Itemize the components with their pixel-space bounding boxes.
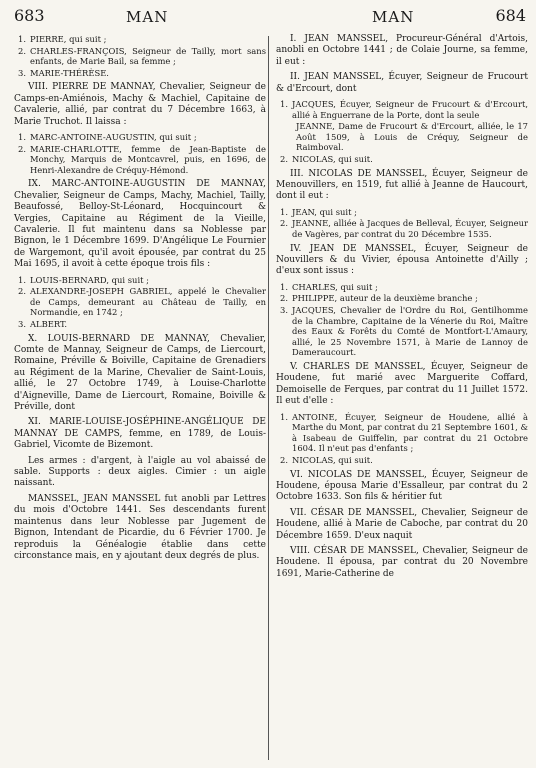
- item-text: JEANNE, alliée à Jacques de Belleval, Écuyer, Seigneur de Vagères, par contrat du 20 Décembre 1535.: [292, 218, 528, 239]
- list-item: [14, 132, 266, 143]
- children-list: [14, 275, 266, 330]
- item-number: 2.: [18, 286, 26, 297]
- item-text: JEANNE, Dame de Frucourt & d'Ercourt, alliée, le 17 Août 1509, à Louis de Créquy, Seigneur de Raimboval.: [296, 121, 528, 153]
- left-page-number: 683: [14, 6, 45, 25]
- entry-paragraph: V. CHARLES DE MANSSEL, Écuyer, Seigneur de Houdene, fut marié avec Marguerite Coffard, Demoiselle de Ferques, par contrat du 11 Juillet 1572. Il eut d'elle :: [276, 361, 528, 407]
- list-item: [276, 412, 528, 454]
- item-number: 1.: [280, 206, 288, 217]
- item-number: 2.: [280, 218, 288, 229]
- item-text: JEAN, qui suit ;: [292, 206, 357, 217]
- item-number: 2.: [280, 293, 288, 304]
- item-number: 2.: [280, 454, 288, 465]
- entry-paragraph: I. JEAN MANSSEL, Procureur-Général d'Artois, anobli en Octobre 1441 ; de Colaie Journe, sa femme, il eut :: [276, 34, 528, 67]
- list-item: [14, 275, 266, 286]
- entry-paragraph: VI. NICOLAS DE MANSSEL, Écuyer, Seigneur de Houdene, épousa Marie d'Essalleur, par contrat du 2 Octobre 1633. Son fils & héritier fut: [276, 469, 528, 503]
- item-number: 3.: [18, 319, 26, 329]
- entry-paragraph: XI. MARIE-LOUISE-JOSÉPHINE-ANGÉLIQUE DE MANNAY DE CAMPS, femme, en 1789, de Louis-Gabriel, Vicomte de Bizemont.: [14, 417, 266, 451]
- list-item: [276, 218, 528, 239]
- item-text: MARIE-CHARLOTTE, femme de Jean-Baptiste de Monchy, Marquis de Montcavrel, puis, en 1696, de Henri-Alexandre de Créquy-Hémond.: [30, 143, 266, 175]
- children-list: [276, 412, 528, 466]
- item-number: 1.: [280, 411, 288, 422]
- item-number: 1.: [18, 274, 26, 285]
- item-number: 3.: [18, 67, 26, 78]
- children-list: [14, 132, 266, 175]
- left-running-head: MAN: [126, 8, 169, 26]
- entry-paragraph: VIII. PIERRE DE MANNAY, Chevalier, Seigneur de Camps-en-Amiénois, Machy & Machiel, Capitaine de Cavalerie, allié, par contrat du 7 Décembre 1663, à Marie Truchot. Il laissa :: [14, 82, 266, 127]
- children-list: [14, 34, 266, 78]
- item-number: 1.: [18, 34, 26, 44]
- list-item: [14, 46, 266, 67]
- item-number: 1.: [18, 132, 26, 142]
- children-list: [276, 282, 528, 358]
- item-text: CHARLES-FRANÇOIS, Seigneur de Tailly, mort sans enfants, de Marie Bail, sa femme ;: [30, 45, 266, 67]
- list-item: [276, 121, 528, 153]
- entry-paragraph: IX. MARC-ANTOINE-AUGUSTIN DE MANNAY, Chevalier, Seigneur de Camps, Machy, Machiel, Tailly, Beaufossé, Belloy-St-Léonard, Hocquincourt & Vergies, Capitaine au Régiment de la Vieille, Cavalerie. Il fut maintenu dans sa Noblesse par Bignon, le 1 Décembre 1699. D'Angélique Le Fournier de Wargemont, qu'il avoit épousée, par contrat du 25 Mai 1695, il avoit à cette époque trois fils :: [14, 179, 266, 270]
- entry-paragraph: VIII. CÉSAR DE MANSSEL, Chevalier, Seigneur de Houdene. Il épousa, par contrat du 20 Novembre 1691, Marie-Catherine de: [276, 546, 528, 579]
- column-divider: [268, 36, 269, 760]
- entry-paragraph: IV. JEAN DE MANSSEL, Écuyer, Seigneur de Nouvillers & du Vivier, épousa Antoinette d'Ailly ; d'eux sont issus :: [276, 243, 528, 277]
- arms-paragraph: Les armes : d'argent, à l'aigle au vol abaissé de sable. Supports : deux aigles. Cimier : un aigle naissant.: [14, 455, 266, 489]
- right-column: [276, 34, 528, 584]
- entry-paragraph: X. LOUIS-BERNARD DE MANNAY, Chevalier, Comte de Mannay, Seigneur de Camps, de Liercourt, Romaine, Préville & Boiville, Capitaine de Grenadiers au Régiment de la Marine, Chevalier de Saint-Louis, allié, le 27 Octobre 1749, à Louise-Charlotte d'Aigneville, Dame de Liercourt, Romaine, Boiville & Préville, dont: [14, 333, 266, 413]
- list-item: [276, 154, 528, 165]
- children-list: [276, 99, 528, 165]
- item-text: NICOLAS, qui suit.: [292, 154, 373, 164]
- list-item: [276, 455, 528, 466]
- item-text: ANTOINE, Écuyer, Seigneur de Houdene, allié à Marthe du Mont, par contrat du 21 Septembre 1601, & à Isabeau de Guiffelin, par contrat du 21 Octobre 1604. Il n'eut pas d'enfants ;: [292, 411, 528, 454]
- item-text: ALEXANDRE-JOSEPH GABRIEL, appelé le Chevalier de Camps, demeurant au Château de Tailly, en Normandie, en 1742 ;: [30, 286, 266, 318]
- left-column: [14, 34, 266, 566]
- item-number: 1.: [280, 281, 288, 292]
- list-item: [14, 68, 266, 79]
- right-page-number: 684: [495, 6, 526, 25]
- item-text: JACQUES, Écuyer, Seigneur de Frucourt & d'Ercourt, allié à Enguerrane de la Porte, dont la seule: [292, 99, 528, 120]
- family-intro-paragraph: MANSSEL, JEAN MANSSEL fut anobli par Lettres du mois d'Octobre 1441. Ses descendants furent maintenus dans leur Noblesse par Jugement de Bignon, Intendant de Picardie, du 6 Février 1700. Je reproduis la Généalogie établie dans cette circonstance mais, en y ajoutant deux degrés de plus.: [14, 493, 266, 561]
- list-item: [14, 144, 266, 176]
- item-text: MARIE-THÉRÈSE.: [30, 67, 109, 78]
- list-item: [276, 282, 528, 293]
- entry-paragraph: VII. CÉSAR DE MANSSEL, Chevalier, Seigneur de Houdene, allié à Marie de Caboche, par contrat du 20 Décembre 1659. D'eux naquit: [276, 507, 528, 541]
- entry-paragraph: II. JEAN MANSSEL, Écuyer, Seigneur de Frucourt & d'Ercourt, dont: [276, 72, 528, 94]
- entry-paragraph: III. NICOLAS DE MANSSEL, Écuyer, Seigneur de Menouvillers, en 1519, fut allié à Jeanne de Haucourt, dont il eut :: [276, 168, 528, 202]
- item-text: CHARLES, qui suit ;: [292, 281, 378, 292]
- item-text: LOUIS-BERNARD, qui suit ;: [30, 274, 149, 285]
- item-number: 1.: [280, 99, 288, 110]
- item-text: ALBERT.: [30, 319, 68, 329]
- page-header: [0, 6, 536, 30]
- item-text: MARC-ANTOINE-AUGUSTIN, qui suit ;: [30, 132, 197, 142]
- list-item: [14, 34, 266, 45]
- list-item: [14, 319, 266, 330]
- list-item: [14, 286, 266, 318]
- item-text: PIERRE, qui suit ;: [30, 34, 107, 44]
- item-number: 3.: [280, 305, 288, 315]
- right-running-head: MAN: [372, 8, 415, 26]
- list-item: [276, 305, 528, 358]
- list-item: [276, 293, 528, 304]
- item-text: NICOLAS, qui suit.: [292, 454, 373, 465]
- children-list: [276, 207, 528, 240]
- item-number: 2.: [280, 154, 288, 164]
- item-number: 2.: [18, 143, 26, 154]
- item-number: 2.: [18, 45, 26, 56]
- item-text: JACQUES, Chevalier de l'Ordre du Roi, Gentilhomme de la Chambre, Capitaine de la Vénerie du Roi, Maître des Eaux & Forêts du Comté de Montfort-L'Amaury, allié, le 25 Novembre 1571, à Marie de Lannoy de Dameraucourt.: [292, 305, 528, 358]
- list-item: [276, 207, 528, 218]
- item-text: PHILIPPE, auteur de la deuxième branche ;: [292, 293, 478, 304]
- list-item: [276, 99, 528, 120]
